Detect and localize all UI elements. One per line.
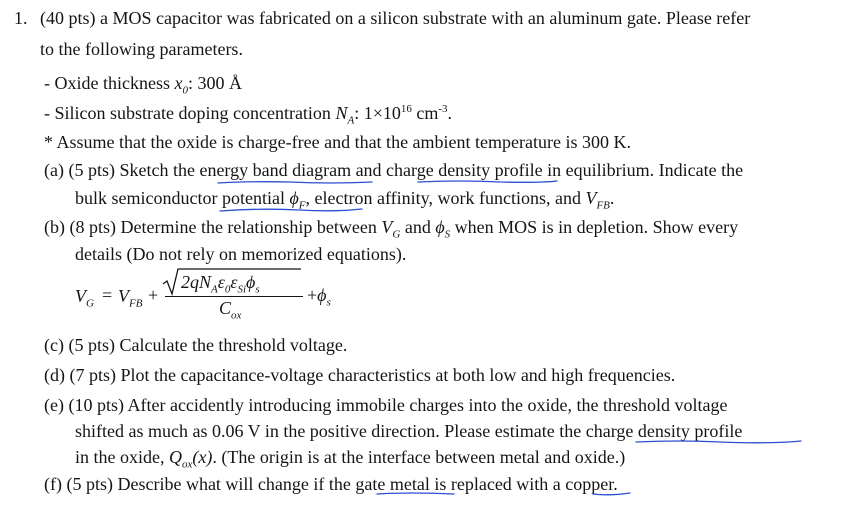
part-b-line2: details (Do not rely on memorized equations).	[75, 244, 407, 264]
part-e-line1: (e) (10 pts) After accidently introducing immobile charges into the oxide, the threshold voltage	[44, 395, 728, 415]
part-d: (d) (7 pts) Plot the capacitance-voltage characteristics at both low and high frequencies.	[44, 365, 676, 385]
part-b-line1: (b) (8 pts) Determine the relationship between $V_G$ and $\phi_S$ when MOS is in depletion. Show every	[44, 217, 739, 241]
part-c: (c) (5 pts) Calculate the threshold voltage.	[44, 335, 348, 355]
depletion-equation: $V_G$ = $V_{FB}$ + $2qN_A\varepsilon_0\varepsilon_{Si}\phi_s$ $C_{ox}$ $+\phi_s$	[75, 266, 335, 322]
question-number: 1.	[14, 8, 28, 28]
part-a-line1: (a) (5 pts) Sketch the energy band diagram and charge density profile in equilibrium. Indicate the	[44, 160, 744, 180]
part-e-line2: shifted as much as 0.06 V in the positive direction. Please estimate the charge density profile	[75, 421, 743, 441]
part-e-line3: in the oxide, $Q_{ox}(x)$. (The origin is at the interface between metal and oxide.)	[75, 447, 626, 471]
param-doping: - Silicon substrate doping concentration $N_A$: $1\times 10^{16}$ $cm^{-3}$.	[44, 103, 453, 127]
part-a-line2: bulk semiconductor potential $\phi_F$, electron affinity, work functions, and $V_{FB}$.	[75, 188, 615, 212]
question-header-line2: to the following parameters.	[40, 39, 243, 59]
param-oxide-thickness: - Oxide thickness $x_0$: 300 Å	[44, 73, 242, 97]
question-header-line1: (40 pts) a MOS capacitor was fabricated on a silicon substrate with an aluminum gate. Please refer	[40, 8, 751, 28]
part-f: (f) (5 pts) Describe what will change if the gate metal is replaced with a copper.	[44, 474, 618, 494]
param-assumption: * Assume that the oxide is charge-free and that the ambient temperature is 300 K.	[44, 132, 631, 152]
